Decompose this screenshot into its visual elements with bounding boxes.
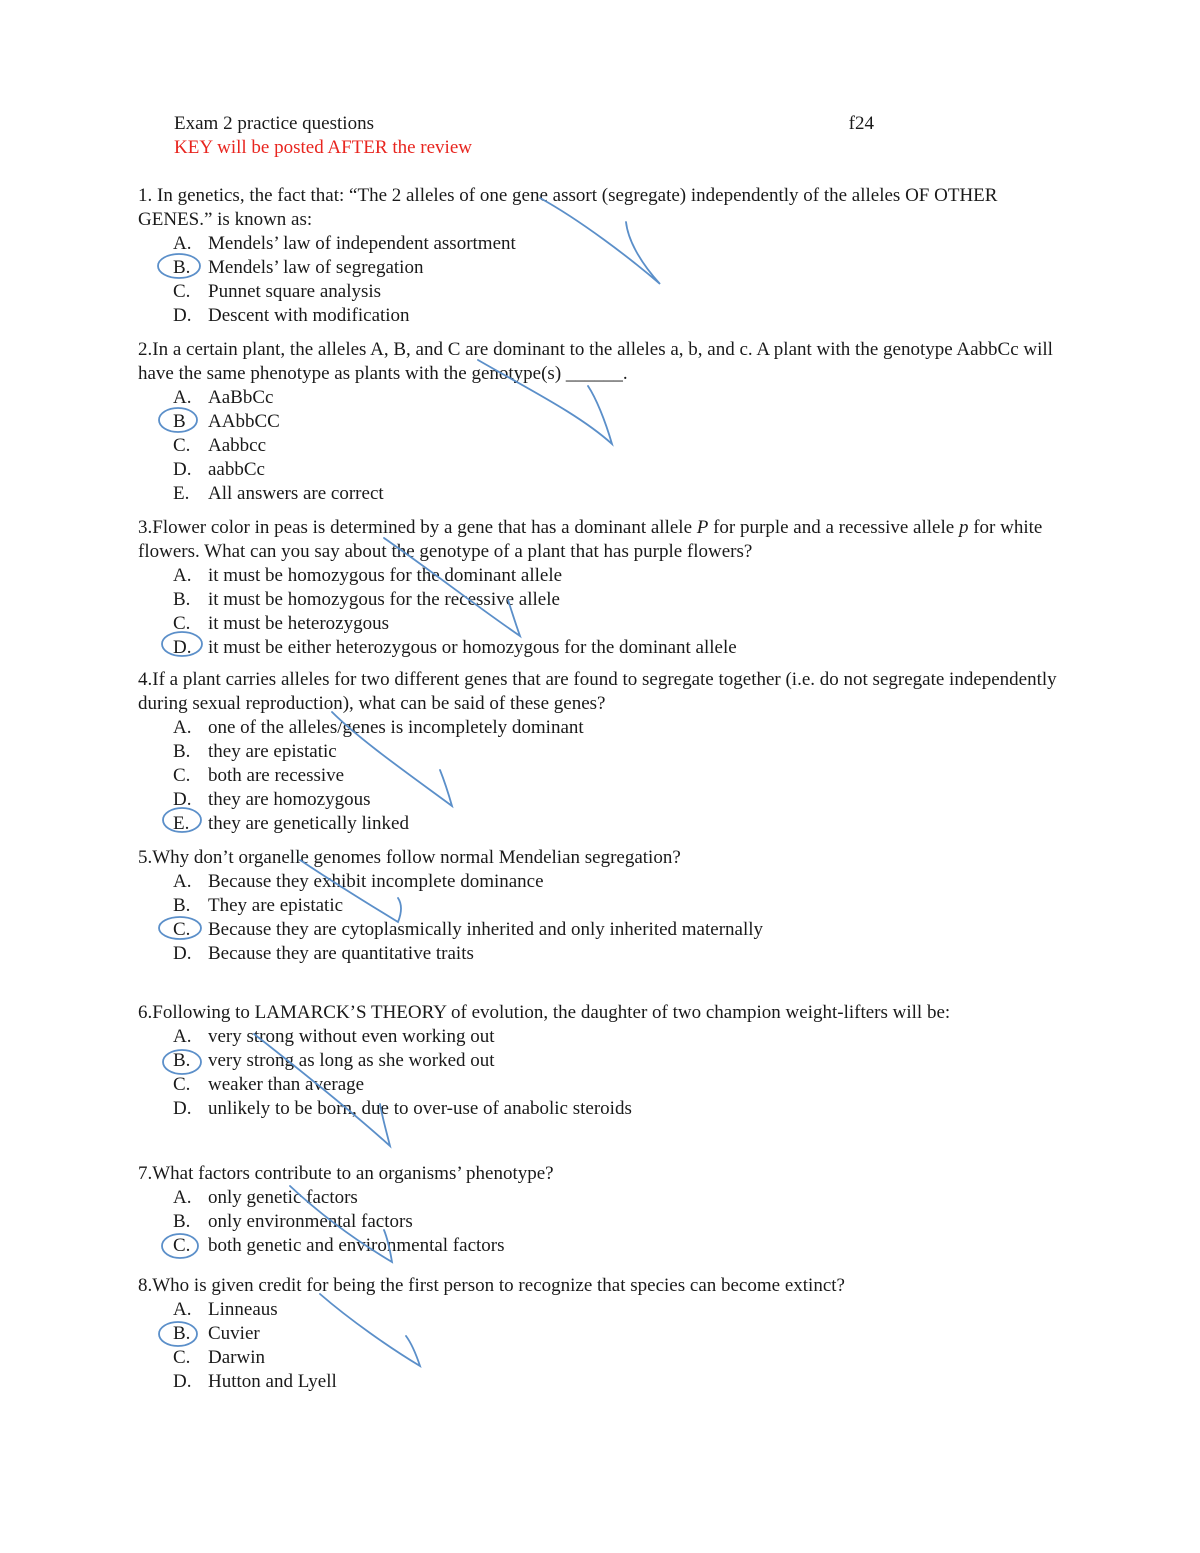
option-c: C. Punnet square analysis [173,281,382,302]
question-stem: 1. In genetics, the fact that: “The 2 alleles of one gene assort (segregate) independently of the alleles OF OTHER GENES.” is known as: [138,185,998,230]
question-stem: 3.Flower color in peas is determined by a gene that has a dominant allele P for purple and a recessive allele p for white flowers. What can you say about the genotype of a plant that has purple flowers? [138,517,1043,562]
course-code: f24 [848,113,874,134]
option-d: D. aabbCc [173,459,265,480]
option-b: B. They are epistatic [173,895,344,916]
option-list [138,1186,1068,1258]
question-stem: 7.What factors contribute to an organisms’ phenotype? [138,1163,554,1184]
question-6 [138,1001,1068,1121]
option-list [138,870,1068,966]
option-a: A. it must be homozygous for the dominant allele [173,565,563,586]
question-stem: 8.Who is given credit for being the first person to recognize that species can become extinct? [138,1275,845,1296]
option-list [138,564,1068,660]
option-b: B. Mendels’ law of segregation [173,257,424,278]
option-a: A. one of the alleles/genes is incompletely dominant [173,717,584,738]
question-8 [138,1274,1068,1394]
option-c: C. Darwin [173,1347,265,1368]
option-b: B. Cuvier [173,1323,260,1344]
question-5 [138,846,1068,966]
allele-symbol: P [696,517,709,538]
option-d: D. Descent with modification [173,305,410,326]
option-b: B. they are epistatic [173,741,337,762]
option-list [138,1298,1068,1394]
question-stem: 5.Why don’t organelle genomes follow normal Mendelian segregation? [138,847,681,868]
option-b: B. very strong as long as she worked out [173,1050,495,1071]
question-stem: 2.In a certain plant, the alleles A, B, and C are dominant to the alleles a, b, and c. A plant with the genotype AabbCc will have the same phenotype as plants with the genotype(s) ______. [138,339,1053,384]
option-a: A. only genetic factors [173,1187,358,1208]
option-c: C. both genetic and environmental factors [173,1235,505,1256]
option-c: C. Aabbcc [173,435,267,456]
option-b: B. it must be homozygous for the recessive allele [173,589,560,610]
option-d: D. they are homozygous [173,789,371,810]
question-stem: 6.Following to LAMARCK’S THEORY of evolution, the daughter of two champion weight-lifters will be: [138,1002,951,1023]
option-e: E. they are genetically linked [173,813,409,834]
option-e: E. All answers are correct [173,483,384,504]
question-2 [138,338,1068,506]
option-d: D. unlikely to be born, due to over-use of anabolic steroids [173,1098,632,1119]
document-header [174,113,874,161]
option-c: C. Because they are cytoplasmically inherited and only inherited maternally [173,919,764,940]
option-list [138,1025,1068,1121]
option-d: D. Hutton and Lyell [173,1371,337,1392]
option-c: C. weaker than average [173,1074,365,1095]
document-title: Exam 2 practice questions [174,113,374,134]
allele-symbol: p [958,517,969,538]
option-list [138,716,1068,836]
question-3 [138,516,1068,660]
question-7 [138,1162,1068,1258]
option-c: C. both are recessive [173,765,345,786]
option-d: D. it must be either heterozygous or homozygous for the dominant allele [173,637,737,658]
option-a: A. very strong without even working out [173,1026,495,1047]
option-b: B. only environmental factors [173,1211,413,1232]
key-notice: KEY will be posted AFTER the review [174,137,472,158]
option-c: C. it must be heterozygous [173,613,389,634]
question-1 [138,184,1068,328]
question-stem: 4.If a plant carries alleles for two different genes that are found to segregate together (i.e. do not segregate independently during sexual reproduction), what can be said of these genes? [138,669,1057,714]
option-list [138,232,1068,328]
option-b: B AAbbCC [173,411,280,432]
option-a: A. AaBbCc [173,387,274,408]
question-4 [138,668,1068,836]
option-a: A. Linneaus [173,1299,278,1320]
option-d: D. Because they are quantitative traits [173,943,474,964]
option-a: A. Mendels’ law of independent assortment [173,233,516,254]
option-list [138,386,1068,506]
option-a: A. Because they exhibit incomplete dominance [173,871,544,892]
